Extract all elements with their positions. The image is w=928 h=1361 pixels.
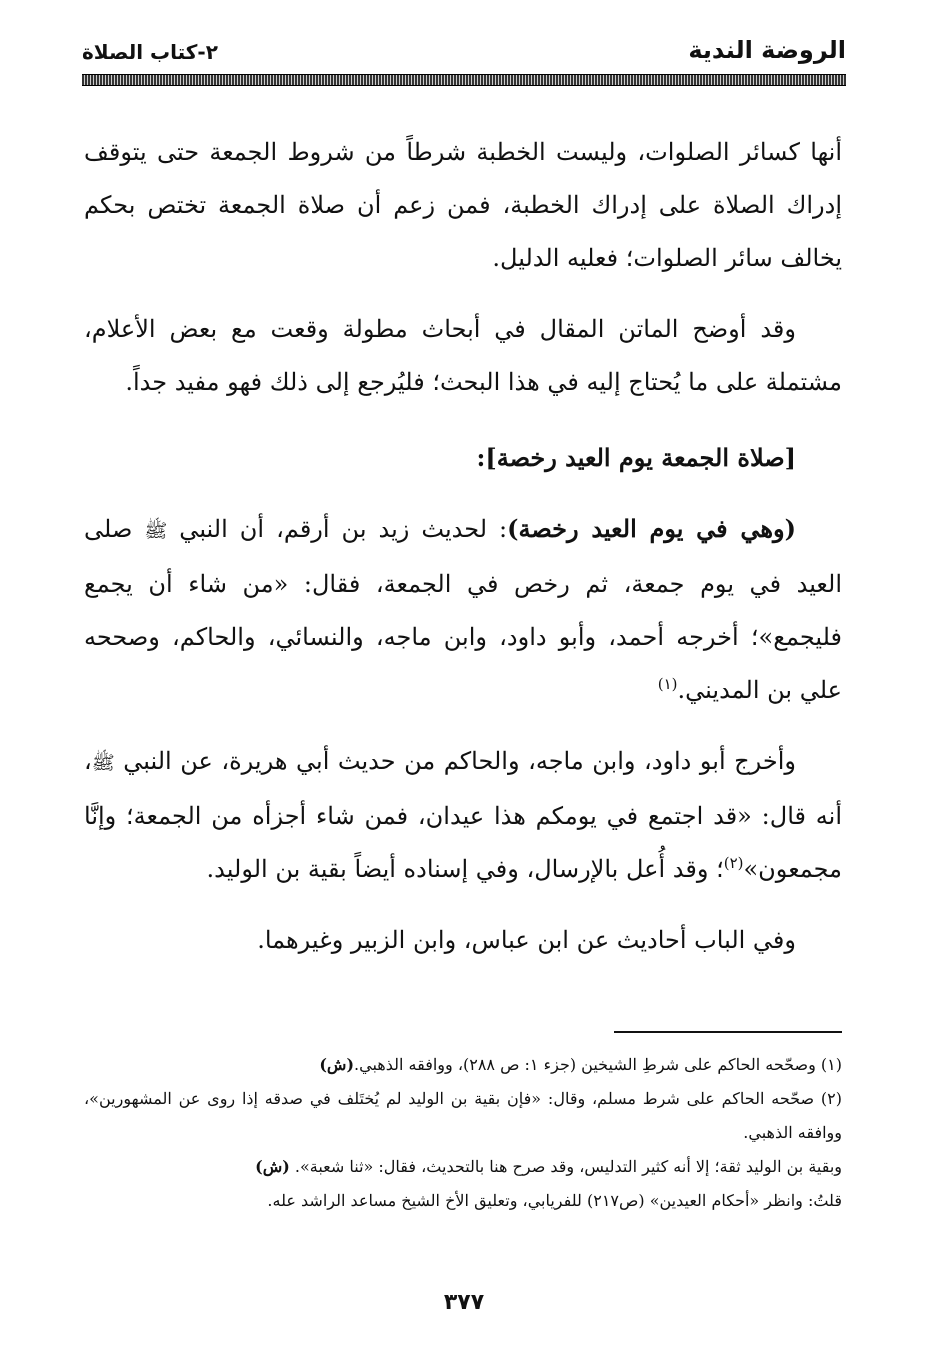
main-text xyxy=(84,126,842,967)
footnote-2: (٢) صحّحه الحاكم على شرط مسلم، وقال: «فإن بقية بن الوليد لم يُختَلف في صدقه إذا روى عن المشهورين»، ووافقه الذهبي. xyxy=(84,1089,842,1142)
section-heading: [صلاة الجمعة يوم العيد رخصة]: xyxy=(476,443,796,472)
paragraph-5: وفي الباب أحاديث عن ابن عباس، وابن الزبير وغيرهما. xyxy=(257,926,796,954)
running-header xyxy=(82,36,846,68)
page-number: ٣٧٧ xyxy=(443,1290,485,1315)
footnote-2-continued xyxy=(84,1150,842,1184)
paragraph-4-text-a: وأخرج أبو داود، وابن ماجه، والحاكم من حديث أبي هريرة، عن النبي xyxy=(114,747,796,775)
footnote-ref-2[interactable]: (٢) xyxy=(723,854,744,872)
paragraph-4 xyxy=(84,735,842,896)
chapter-title: ٢-كتاب الصلاة xyxy=(82,40,218,64)
footnote-2-text-b: وبقية بن الوليد ثقة؛ إلا أنه كثير التدليس، وقد صرح هنا بالتحديث، فقال: «ثنا شعبة». xyxy=(294,1157,842,1176)
paragraph-4-text-c: ؛ وقد أُعل بالإرسال، وفي إسناده أيضاً بقية بن الوليد. xyxy=(206,855,724,883)
paragraph-3 xyxy=(84,502,842,717)
honorific-symbol: ﷺ xyxy=(91,752,115,774)
honorific-symbol: ﷺ xyxy=(144,520,168,542)
paragraph-4-text-b: ، أنه قال: «قد اجتمع في يومكم هذا عيدان، فمن شاء أجزأه من الجمعة؛ وإنَّا مجمعون» xyxy=(84,747,842,883)
footnote-ref-1[interactable]: (١) xyxy=(657,675,678,693)
footnotes xyxy=(84,1048,842,1218)
paragraph-3-text-a: : لحديث زيد بن أرقم، أن النبي xyxy=(167,515,508,543)
paragraph-3-text-b: صلى العيد في يوم جمعة، ثم رخص في الجمعة، فقال: «من شاء أن يجمع فليجمع»؛ أخرجه أحمد، وأبو داود، وابن ماجه، والنسائي، والحاكم، وصححه علي بن المديني. xyxy=(84,515,842,704)
footnote-1-text: (١) وصحّحه الحاكم على شرطِ الشيخين (جزء ١: ص ٢٨٨)، ووافقه الذهبي. xyxy=(354,1055,842,1074)
footnote-2-note: قلتُ: وانظر «أحكام العيدين» (ص٢١٧) للفريابي، وتعليق الأخ الشيخ مساعد الراشد عله. xyxy=(267,1191,842,1210)
paragraph-2: وقد أوضح الماتن المقال في أبحاث مطولة وقعت مع بعض الأعلام، مشتملة على ما يُحتاج إليه في هذا البحث؛ فليُرجع إلى ذلك فهو مفيد جداً. xyxy=(84,315,842,396)
matn-quote: (وهي في يوم العيد رخصة) xyxy=(507,514,796,543)
book-title: الروضة الندية xyxy=(688,36,846,64)
footnote-1-signoff: (ش) xyxy=(319,1055,355,1074)
footnote-1 xyxy=(84,1048,842,1082)
paragraph-1: أنها كسائر الصلوات، وليست الخطبة شرطاً من شروط الجمعة حتى يتوقف إدراك الصلاة على إدراك الخطبة، فمن زعم أن صلاة الجمعة تختص بحكم يخالف سائر الصلوات؛ فعليه الدليل. xyxy=(84,138,843,272)
footnote-2-signoff: (ش) xyxy=(255,1157,290,1176)
header-rule xyxy=(82,74,846,86)
footnote-rule xyxy=(614,1031,842,1033)
